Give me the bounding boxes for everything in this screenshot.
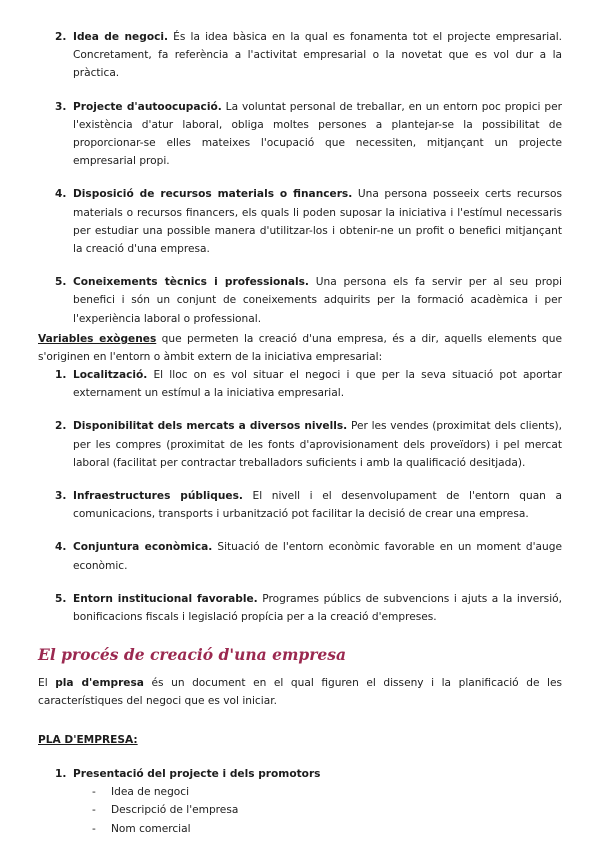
dash-bullet: - [92, 822, 96, 835]
item-number: 2. [55, 31, 67, 43]
list-item [55, 765, 562, 838]
item-term: Disponibilitat dels mercats a diversos nivells. [73, 420, 348, 433]
item-text: El nivell i el desenvolupament de l'entorn quan a comunicacions, transports i urbanització pot facilitar la decisió de crear una empresa. [73, 490, 562, 521]
definition-text: és un document en el qual figuren el disseny i la planificació de les característiques del negoci que es vol iniciar. [38, 677, 562, 708]
exogenous-label: Variables exògenes [38, 333, 157, 345]
section-title: El procés de creació d'una empresa [38, 645, 346, 664]
item-text: La voluntat personal de treballar, en un entorn poc propici per l'existència d'atur laboral, obliga moltes persones a plantejar-se la possibilitat de proporcionar-se elles mateixes l'ocupació que necessiten, mitjançant un projecte empresarial propi. [73, 100, 562, 168]
item-number: 3. [55, 100, 67, 113]
sub-item-text: Descripció de l'empresa [111, 804, 239, 817]
item-text: Una persona els fa servir per al seu propi benefici i són un conjunt de coneixements adquirits per la formació acadèmica i per l'experiència laboral o professional. [73, 276, 562, 325]
item-text: És la idea bàsica en la qual es fonamenta tot el projecte empresarial. Concretament, fa referència a l'activitat empresarial o la novetat que es vol dur a la pràctica. [73, 31, 563, 80]
item-number: 3. [55, 490, 67, 503]
list-item [55, 590, 562, 626]
list-item [55, 185, 562, 258]
item-term: Infraestructures públiques. [73, 490, 243, 503]
exogenous-factors-list [55, 366, 563, 641]
sub-list-item [73, 783, 562, 801]
item-number: 4. [55, 188, 67, 201]
item-term: Localització. [73, 369, 148, 381]
list-item [55, 98, 562, 171]
sub-item-text: Idea de negoci [111, 786, 190, 799]
business-plan-heading: PLA D'EMPRESA: [38, 734, 138, 746]
list-item [55, 366, 562, 402]
item-term: Coneixements tècnics i professionals. [73, 276, 309, 289]
item-number: 2. [55, 420, 67, 433]
list-item [55, 273, 562, 328]
list-item [55, 487, 562, 523]
item-number: 1. [55, 768, 67, 780]
sub-list [73, 783, 562, 838]
intrinsic-factors-list [55, 28, 563, 343]
exogenous-intro-paragraph [38, 330, 562, 366]
definition-term: pla d'empresa [55, 677, 144, 689]
list-item [55, 538, 563, 574]
item-term: Presentació del projecte i dels promotors [73, 768, 321, 780]
business-plan-definition [38, 674, 562, 710]
list-item [55, 28, 563, 83]
dash-bullet: - [92, 786, 96, 799]
list-item [55, 417, 562, 472]
business-plan-list [55, 765, 562, 838]
item-term: Conjuntura econòmica. [73, 541, 213, 554]
item-number: 5. [55, 276, 67, 289]
item-number: 1. [55, 369, 67, 381]
sub-list-item [73, 820, 562, 838]
definition-prefix: El [38, 677, 56, 689]
item-text: Una persona posseeix certs recursos materials o recursos financers, els quals li poden suposar la iniciativa i l'estímul necessaris per estudiar una possible manera d'utilitzar-los i obtenir-ne un profit o benefici mitjançant la creació d'una empresa. [73, 188, 562, 256]
dash-bullet: - [92, 804, 96, 817]
sub-list-item [73, 801, 562, 819]
item-term: Projecte d'autoocupació. [73, 100, 222, 113]
item-term: Idea de negoci. [73, 31, 169, 43]
item-text: Per les vendes (proximitat dels clients), per les compres (proximitat de les fonts d'aprovisionament dels proveïdors) i pel mercat laboral (facilitat per contractar treballadors suficients i amb la qualificació desitjada). [73, 420, 562, 469]
item-number: 4. [55, 541, 67, 554]
exogenous-intro-text: que permeten la creació d'una empresa, és a dir, aquells elements que s'originen en l'entorn o àmbit extern de la iniciativa empresarial: [38, 333, 562, 364]
item-text: El lloc on es vol situar el negoci i que per la seva situació pot aportar externament un estímul a la iniciativa empresarial. [73, 369, 562, 400]
item-text: Situació de l'entorn econòmic favorable en un moment d'auge econòmic. [73, 541, 563, 572]
item-number: 5. [55, 592, 67, 605]
item-term: Disposició de recursos materials o financers. [73, 188, 353, 201]
item-term: Entorn institucional favorable. [73, 592, 258, 605]
item-text: Programes públics de subvencions i ajuts a la inversió, bonificacions fiscals i legislació propícia per a la creació d'empreses. [73, 592, 562, 624]
sub-item-text: Nom comercial [111, 822, 191, 835]
